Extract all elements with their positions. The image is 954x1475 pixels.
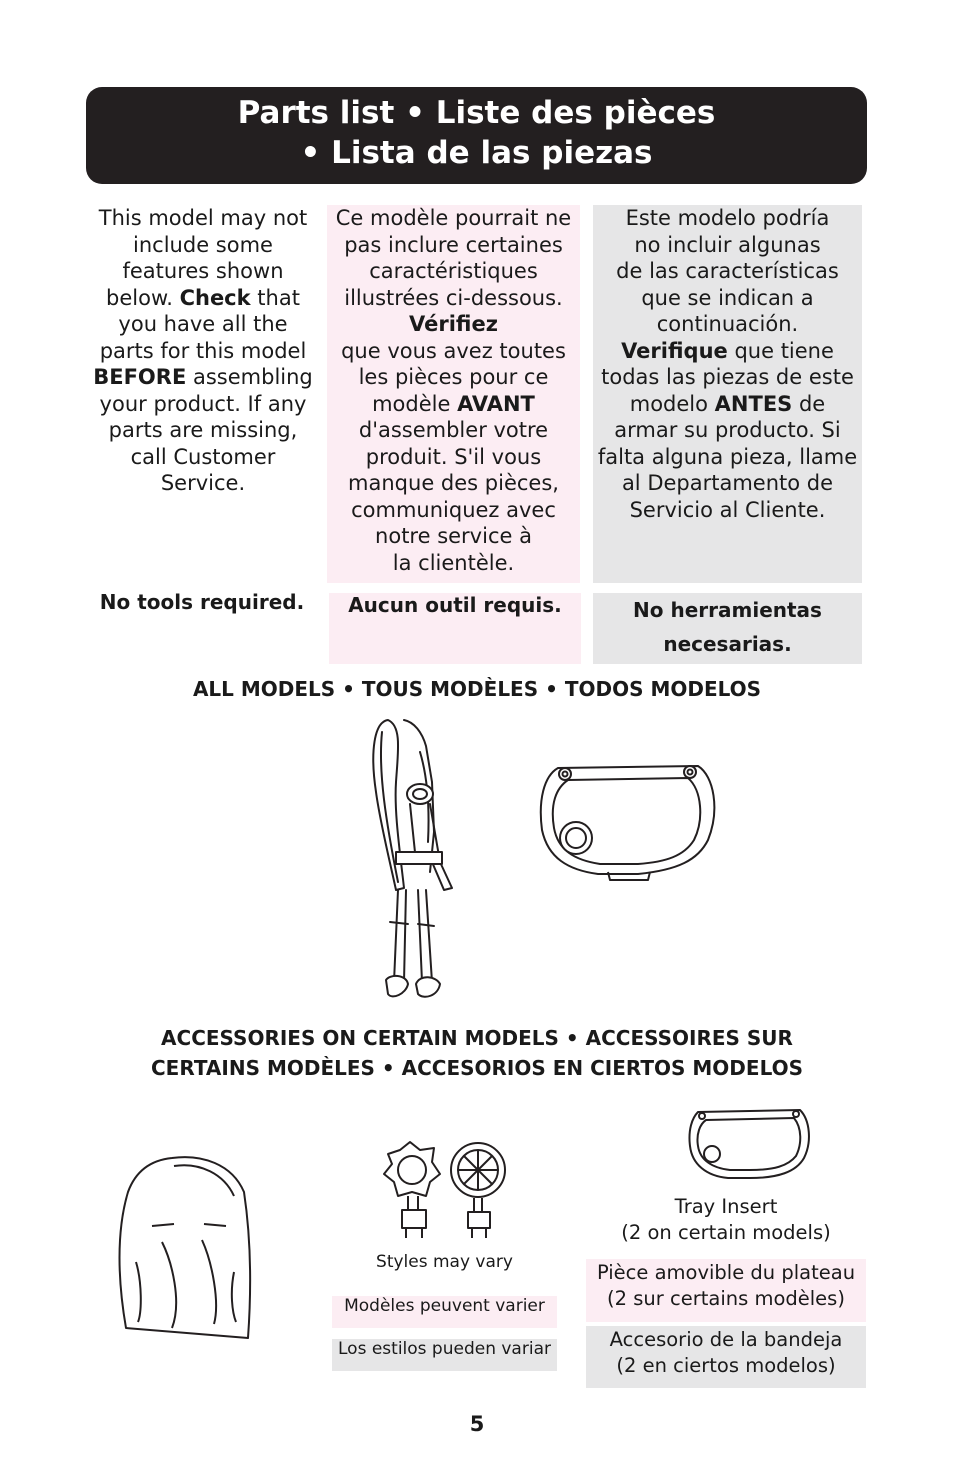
intro-es-line: Este modelo podría <box>625 206 830 230</box>
intro-fr-line <box>327 391 580 418</box>
intro-en-line: parts for this model <box>99 338 307 363</box>
accessories-heading-line2: CERTAINS MODÈLES • ACCESORIOS EN CIERTOS MODELOS <box>150 1056 804 1080</box>
intro-es-line: armar su producto. Si <box>614 418 841 442</box>
emphasis-check: Check <box>179 285 251 310</box>
intro-fr-line: notre service à <box>375 524 532 548</box>
intro-es-line: no incluir algunas <box>634 232 821 257</box>
intro-fr-line: d'assembler votre <box>358 418 549 442</box>
tray-insert-caption-es-line1: Accesorio de la bandeja <box>609 1328 843 1351</box>
no-tools-spanish-line1: No herramientas <box>633 598 822 622</box>
page-number: 5 <box>469 1412 485 1436</box>
tray-insert-caption-french <box>586 1259 866 1322</box>
intro-es-line: continuación. <box>656 312 799 336</box>
intro-en-line: include some <box>133 232 273 257</box>
no-tools-english: No tools required. <box>99 590 305 614</box>
no-tools-spanish-line2: necesarias. <box>663 632 792 656</box>
emphasis-verifique: Verifique <box>621 338 728 363</box>
intro-french <box>327 205 580 583</box>
page-title-line1: Parts list • Liste des pièces <box>237 95 716 131</box>
high-chair-illustration <box>360 712 470 1007</box>
tray-insert-caption-fr-line1: Pièce amovible du plateau <box>596 1261 856 1284</box>
toys-illustration <box>380 1138 510 1243</box>
intro-en-line: parts are missing, <box>108 418 298 442</box>
emphasis-avant: AVANT <box>457 391 535 416</box>
tray-insert-caption-english <box>586 1194 866 1246</box>
intro-en-line: features shown <box>122 259 284 283</box>
intro-english <box>88 205 318 497</box>
intro-es-line: falta alguna pieza, llame <box>597 444 858 469</box>
text: that <box>250 285 300 310</box>
intro-fr-line <box>327 311 580 338</box>
tray-illustration <box>538 760 718 885</box>
tray-insert-caption-en-line2: (2 on certain models) <box>621 1221 831 1244</box>
emphasis-verifiez: Vérifiez <box>409 312 498 336</box>
intro-es-line: de las características <box>616 259 839 283</box>
intro-en-line: your product. If any <box>99 391 307 416</box>
text: below. <box>106 285 180 310</box>
intro-fr-line: la clientèle. <box>392 550 515 575</box>
intro-en-line <box>88 285 318 312</box>
tray-insert-illustration <box>688 1106 810 1182</box>
tray-insert-caption-en-line1: Tray Insert <box>674 1195 778 1218</box>
text: que tiene <box>727 338 834 363</box>
tray-insert-caption-fr-line2: (2 sur certains modèles) <box>607 1287 845 1310</box>
intro-fr-line: les pièces pour ce <box>358 365 549 389</box>
intro-es-line: que se indican a <box>641 285 814 310</box>
intro-en-line: Service. <box>160 471 246 495</box>
intro-es-line <box>593 391 862 418</box>
intro-es-line: al Departamento de <box>621 471 834 495</box>
text: modelo <box>629 391 715 416</box>
text: modèle <box>372 391 458 416</box>
text: assembling <box>186 365 313 389</box>
text: de <box>792 391 826 416</box>
intro-en-line: call Customer <box>130 444 276 469</box>
intro-fr-line: Ce modèle pourrait ne <box>335 206 572 230</box>
seat-pad-illustration <box>112 1152 257 1342</box>
tray-insert-caption-spanish <box>586 1326 866 1388</box>
toys-caption-english: Styles may vary <box>376 1252 513 1272</box>
intro-fr-line: communiquez avec <box>351 497 556 522</box>
toys-caption-spanish: Los estilos pueden variar <box>332 1339 557 1371</box>
intro-fr-line: produit. S'il vous <box>365 444 542 469</box>
accessories-heading-line1: ACCESSORIES ON CERTAIN MODELS • ACCESSOIRES SUR <box>161 1026 793 1050</box>
intro-es-line: Servicio al Cliente. <box>629 497 826 522</box>
all-models-heading: ALL MODELS • TOUS MODÈLES • TODOS MODELOS <box>192 677 762 701</box>
no-tools-french: Aucun outil requis. <box>329 593 581 664</box>
tray-insert-caption-es-line2: (2 en ciertos modelos) <box>616 1354 836 1377</box>
emphasis-before: BEFORE <box>93 365 187 389</box>
intro-en-line <box>88 364 318 391</box>
intro-fr-line: manque des pièces, <box>348 471 559 495</box>
page-title-line2: • Lista de las piezas <box>300 135 653 171</box>
page-title-banner <box>86 87 867 184</box>
toys-caption-french: Modèles peuvent varier <box>332 1296 557 1328</box>
intro-fr-line: caractéristiques <box>369 259 538 283</box>
intro-fr-line: illustrées ci-dessous. <box>344 285 563 310</box>
intro-es-line: todas las piezas de este <box>601 365 854 389</box>
emphasis-antes: ANTES <box>714 391 793 416</box>
intro-fr-line: que vous avez toutes <box>341 338 566 363</box>
intro-es-line <box>593 338 862 365</box>
intro-fr-line: pas inclure certaines <box>344 232 563 257</box>
intro-en-line: you have all the <box>118 312 288 336</box>
intro-en-line: This model may not <box>98 206 308 230</box>
intro-spanish <box>593 205 862 583</box>
no-tools-spanish <box>593 593 862 664</box>
